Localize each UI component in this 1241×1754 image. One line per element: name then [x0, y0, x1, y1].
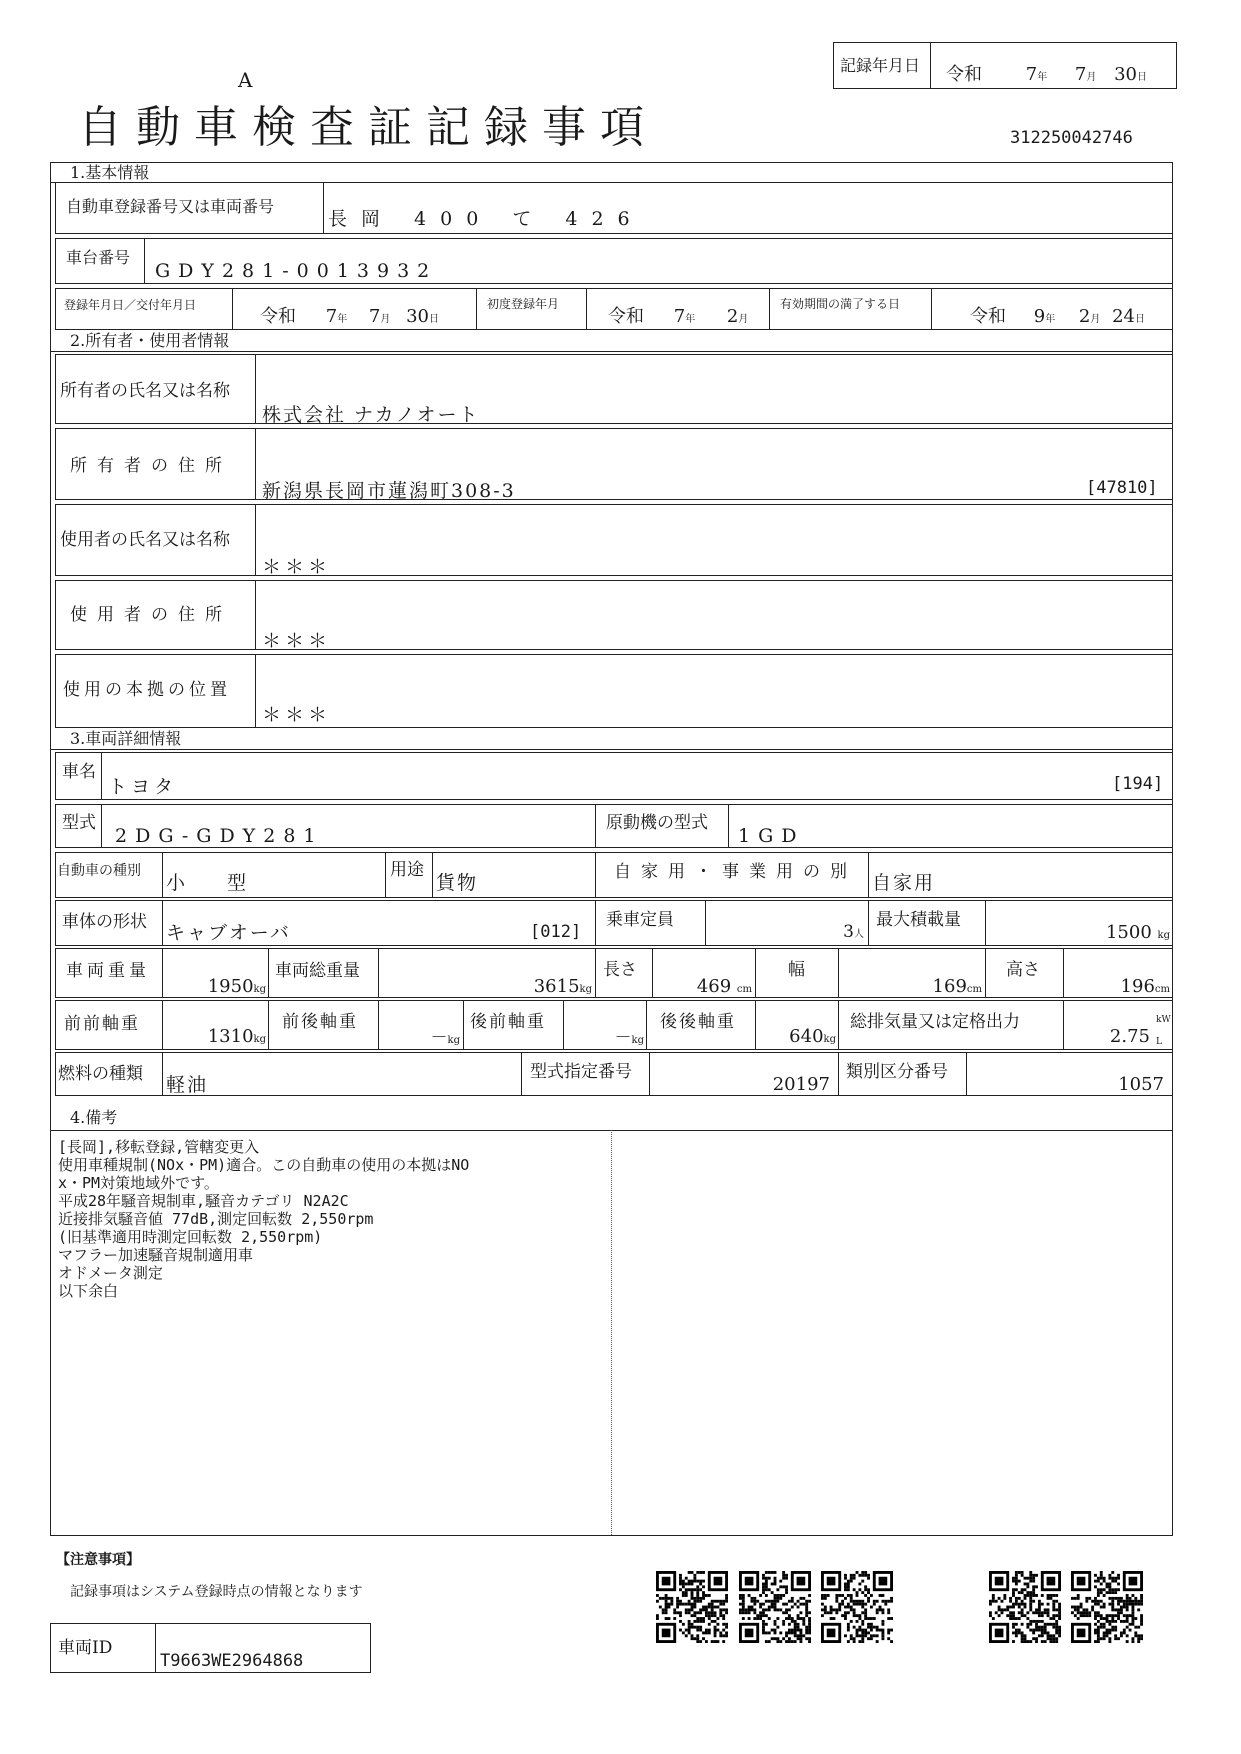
model-label: 型式: [62, 813, 96, 833]
ff-axle-value: 1310kg: [207, 1026, 266, 1047]
private-business-value: 自家用: [872, 872, 936, 894]
type-designation-label: 型式指定番号: [530, 1062, 632, 1082]
remarks-list: [58, 1138, 469, 1300]
reg-number-label: 自動車登録番号又は車両番号: [66, 197, 275, 216]
width-value: 169cm: [932, 976, 982, 997]
reg-date-label: 登録年月日／交付年月日: [64, 298, 197, 312]
record-date-label: 記録年月日: [840, 56, 921, 75]
owner-name-label: 所有者の氏名又は名称: [60, 381, 230, 401]
capacity-value: 3人: [843, 922, 864, 942]
make-value: トヨタ: [108, 776, 178, 798]
chassis-value: GDY281-0013932: [155, 260, 438, 282]
fr-axle-value: －kg: [430, 1028, 460, 1048]
remarks-line: (旧基準適用時測定回転数 2,550rpm): [58, 1228, 323, 1246]
capacity-label: 乗車定員: [606, 910, 674, 930]
expiry-label: 有効期間の満了する日: [780, 297, 901, 311]
max-load-value: 1500 kg: [1105, 922, 1170, 943]
notes-text: 記録事項はシステム登録時点の情報となります: [70, 1584, 363, 1600]
fr-axle-label: 前後軸重: [282, 1012, 358, 1032]
user-name-value: ＊＊＊: [262, 556, 332, 578]
remarks-line: 平成28年騒音規制車,騒音カテゴリ N2A2C: [58, 1192, 349, 1210]
form-letter: A: [238, 68, 253, 92]
make-label: 車名: [62, 762, 96, 782]
owner-address-value: 新潟県長岡市蓮潟町308-3: [262, 480, 516, 502]
displacement-units: kW L: [1156, 1015, 1171, 1047]
engine-label: 原動機の型式: [606, 813, 708, 833]
remarks-divider: [611, 1130, 612, 1535]
width-label: 幅: [788, 960, 805, 980]
qr-code-icon: [821, 1571, 893, 1643]
height-value: 196cm: [1120, 976, 1170, 997]
make-code: [194]: [1112, 774, 1164, 794]
qr-code-icon: [989, 1571, 1061, 1643]
chassis-label: 車台番号: [66, 248, 131, 267]
engine-value: 1GD: [738, 825, 805, 847]
rf-axle-value: －kg: [614, 1028, 644, 1048]
displacement-label: 総排気量又は定格出力: [850, 1012, 1020, 1032]
section-2-heading: 2.所有者・使用者情報: [70, 331, 230, 350]
displacement-value: 2.75: [1109, 1026, 1150, 1047]
rr-axle-value: 640kg: [789, 1026, 836, 1047]
user-address-value: ＊＊＊: [262, 630, 332, 652]
first-reg-label: 初度登録年月: [487, 297, 560, 311]
gross-weight-value: 3615kg: [533, 976, 592, 997]
rf-axle-label: 後前軸重: [470, 1012, 546, 1032]
remarks-line: x・PM対策地域外です。: [58, 1174, 219, 1192]
vehicle-id-label: 車両ID: [58, 1638, 113, 1658]
category-label: 自動車の種別: [57, 863, 141, 879]
section-1-heading: 1.基本情報: [70, 163, 150, 182]
remarks-line: マフラー加速騒音規制適用車: [58, 1246, 254, 1264]
gross-weight-label: 車両総重量: [275, 961, 360, 981]
base-location-value: ＊＊＊: [262, 704, 332, 726]
notes-heading: 【注意事項】: [56, 1552, 140, 1568]
owner-address-label: 所有者の住所: [70, 456, 232, 476]
remarks-line: 近接排気騒音値 77dB,測定回転数 2,550rpm: [58, 1210, 374, 1228]
remarks-line: 使用車種規制(NOx・PM)適合。この自動車の使用の本拠はNO: [58, 1156, 470, 1174]
user-name-label: 使用者の氏名又は名称: [60, 530, 230, 550]
reg-date-value: 令和 7年 7月 30日: [260, 306, 440, 327]
make-row: [55, 752, 1173, 800]
record-date-value: 令和 7年 7月 30日: [946, 64, 1148, 85]
body-code: [012]: [530, 922, 582, 942]
category-number-label: 類別区分番号: [846, 1062, 948, 1082]
rr-axle-label: 後後軸重: [660, 1012, 736, 1032]
owner-address-code: [47810]: [1086, 478, 1158, 498]
weight-label: 車両重量: [66, 961, 150, 981]
remarks-line: 以下余白: [58, 1282, 119, 1300]
purpose-value: 貨物: [436, 872, 479, 894]
qr-code-icon: [1071, 1571, 1143, 1643]
expiry-value: 令和 9年 2月 24日: [970, 306, 1146, 327]
vehicle-id-value: T9663WE2964868: [160, 1651, 304, 1671]
length-value: 469 cm: [696, 976, 752, 997]
owner-name-value: 株式会社 ナカノオート: [262, 404, 480, 426]
remarks-line: [長岡],移転登録,管轄変更入: [58, 1138, 260, 1156]
remarks-line: オドメータ測定: [58, 1264, 163, 1282]
user-address-label: 使用者の住所: [70, 605, 232, 625]
section-4-heading: 4.備考: [70, 1108, 118, 1127]
weight-value: 1950kg: [207, 976, 266, 997]
length-label: 長さ: [603, 960, 637, 980]
fuel-value: 軽油: [166, 1074, 209, 1096]
max-load-label: 最大積載量: [876, 910, 961, 930]
height-label: 高さ: [1006, 960, 1040, 980]
category-number-value: 1057: [1118, 1074, 1164, 1095]
base-location-label: 使用の本拠の位置: [63, 680, 231, 700]
qr-code-icon: [739, 1571, 811, 1643]
section-3-heading: 3.車両詳細情報: [70, 729, 182, 748]
body-value: キャブオーバ: [166, 922, 291, 944]
fuel-label: 燃料の種類: [58, 1064, 143, 1084]
page-title: 自動車検査証記録事項: [78, 102, 658, 153]
model-value: 2DG-GDY281: [115, 825, 324, 847]
private-business-label: 自家用・事業用の別: [614, 862, 857, 882]
category-value: 小 型: [166, 872, 265, 894]
qr-code-icon: [656, 1571, 728, 1643]
reg-number-value: 長岡 400 て 426: [328, 208, 644, 230]
purpose-label: 用途: [390, 860, 424, 880]
first-reg-value: 令和 7年 2月: [608, 306, 749, 327]
type-designation-value: 20197: [772, 1074, 830, 1095]
ff-axle-label: 前前軸重: [64, 1014, 140, 1034]
body-label: 車体の形状: [62, 912, 147, 932]
document-number: 312250042746: [1010, 128, 1133, 148]
